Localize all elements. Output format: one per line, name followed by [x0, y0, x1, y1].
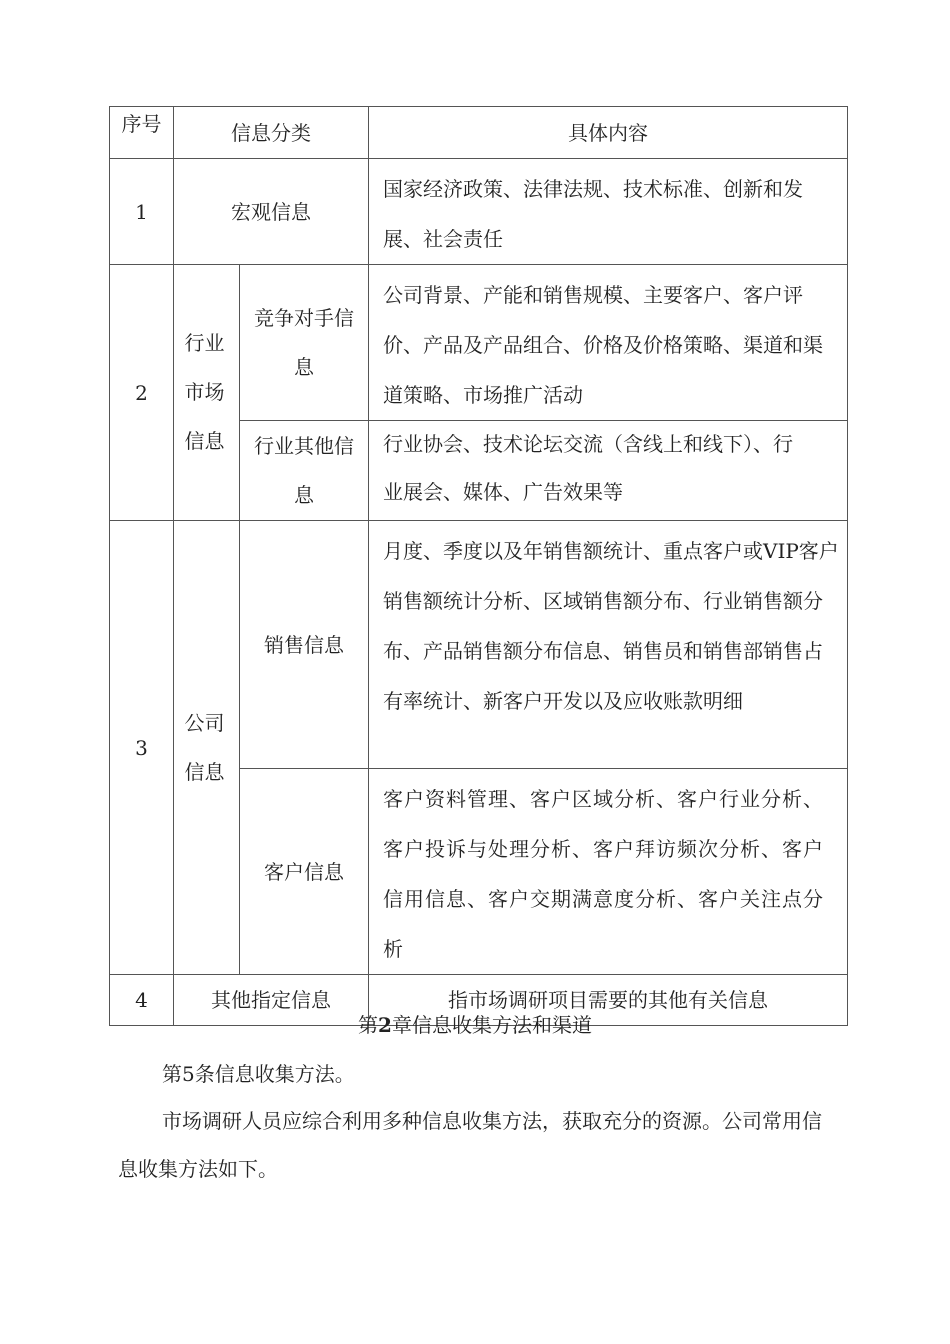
row-category: [174, 521, 240, 975]
sub-category: 客户信息: [240, 769, 369, 975]
body-paragraph: 市场调研人员应综合利用多种信息收集方法，获取充分的资源。公司常用信息收集方法如下。: [118, 1109, 822, 1181]
chapter-number: 2: [378, 1013, 392, 1037]
row-content: 指市场调研项目需要的其他有关信息: [369, 975, 848, 1026]
row-content: [369, 421, 848, 521]
row-content: 国家经济政策、法律法规、技术标准、创新和发展、社会责任: [369, 159, 848, 265]
sub-category: [240, 421, 369, 521]
row-category-text: 行业市场信息: [184, 331, 225, 453]
table-row: [110, 265, 848, 421]
row-no: 2: [110, 265, 174, 521]
row-content: 公司背景、产能和销售规模、主要客户、客户评价、产品及产品组合、价格及价格策略、渠道和渠道策略、市场推广活动: [369, 265, 848, 421]
sub-category-text: 行业其他信息: [254, 433, 354, 507]
table-row: [110, 521, 848, 769]
info-table: [109, 106, 848, 1026]
row-content-line: [383, 477, 841, 501]
row-content-line: 行业协会、技术论坛交流（含线上和线下）、行: [383, 432, 793, 456]
row-category: 其他指定信息: [174, 975, 369, 1026]
row-no: 4: [110, 975, 174, 1026]
row-category-text: 公司信息: [184, 710, 225, 784]
chapter-title: 章信息收集方法和渠道: [391, 1013, 592, 1037]
table-row: [110, 159, 848, 265]
header-content: 具体内容: [369, 107, 848, 159]
table-header-row: [110, 107, 848, 159]
row-no: 3: [110, 521, 174, 975]
header-category: 信息分类: [174, 107, 369, 159]
sub-category: [240, 265, 369, 421]
row-category: [174, 265, 240, 521]
row-content: 客户资料管理、客户区域分析、客户行业分析、客户投诉与处理分析、客户拜访频次分析、客户信用信息、客户交期满意度分析、客户关注点分析: [369, 769, 848, 975]
sub-category-text: 竞争对手信息: [254, 305, 354, 379]
chapter-heading: [0, 1010, 950, 1040]
row-content-overflow: 业展会、媒体、广告效果等: [383, 480, 623, 501]
sub-category: 销售信息: [240, 521, 369, 769]
row-content: 月度、季度以及年销售额统计、重点客户或VIP客户销售额统计分析、区域销售额分布、行业销售额分布、产品销售额分布信息、销售员和销售部销售占有率统计、新客户开发以及应收账款明细: [369, 521, 848, 769]
chapter-prefix: 第: [358, 1013, 379, 1037]
header-no: 序号: [110, 107, 174, 159]
row-no: 1: [110, 159, 174, 265]
row-category: 宏观信息: [174, 159, 369, 265]
article-heading: 第5条信息收集方法。: [162, 1062, 355, 1086]
